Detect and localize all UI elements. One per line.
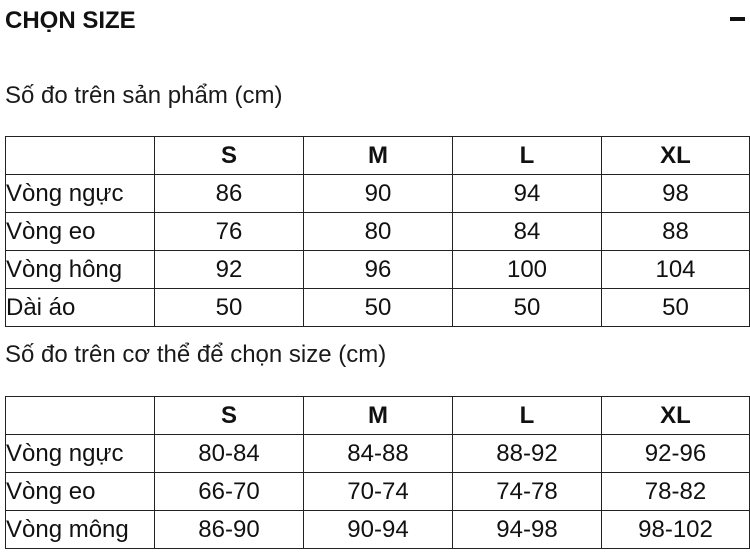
table-cell: 98-102 [602, 511, 750, 549]
table-row [6, 435, 750, 473]
table-cell: 80 [304, 213, 453, 251]
table-row [6, 251, 750, 289]
table-row [6, 511, 750, 549]
table-cell: 96 [304, 251, 453, 289]
size-header-l: L [453, 397, 602, 435]
table-cell: 84 [453, 213, 602, 251]
minus-icon[interactable] [730, 17, 745, 21]
table-cell: 100 [453, 251, 602, 289]
table-cell: 86 [155, 175, 304, 213]
header-cell-empty [6, 137, 155, 175]
table-cell: 80-84 [155, 435, 304, 473]
page-title: CHỌN SIZE [5, 7, 136, 34]
table-cell: 88-92 [453, 435, 602, 473]
product-measurements-title: Số đo trên sản phẩm (cm) [5, 82, 283, 109]
table-cell: 104 [602, 251, 750, 289]
size-header-xl: XL [602, 137, 750, 175]
table-cell: 78-82 [602, 473, 750, 511]
product-measurements-table [5, 136, 750, 327]
table-cell: 92-96 [602, 435, 750, 473]
table-row [6, 473, 750, 511]
row-label: Dài áo [6, 289, 155, 327]
size-header-m: M [304, 137, 453, 175]
size-header-s: S [155, 137, 304, 175]
table-row [6, 213, 750, 251]
table-cell: 86-90 [155, 511, 304, 549]
table-header-row [6, 137, 750, 175]
table-cell: 90 [304, 175, 453, 213]
table-row [6, 289, 750, 327]
table-cell: 70-74 [304, 473, 453, 511]
table-cell: 88 [602, 213, 750, 251]
table-cell: 50 [453, 289, 602, 327]
row-label: Vòng eo [6, 473, 155, 511]
row-label: Vòng hông [6, 251, 155, 289]
table-cell: 84-88 [304, 435, 453, 473]
table-cell: 66-70 [155, 473, 304, 511]
size-header-l: L [453, 137, 602, 175]
body-measurements-table [5, 396, 750, 549]
header-cell-empty [6, 397, 155, 435]
table-cell: 94 [453, 175, 602, 213]
table-cell: 76 [155, 213, 304, 251]
table-cell: 94-98 [453, 511, 602, 549]
row-label: Vòng eo [6, 213, 155, 251]
table-cell: 50 [304, 289, 453, 327]
table-row [6, 175, 750, 213]
table-cell: 74-78 [453, 473, 602, 511]
size-header-xl: XL [602, 397, 750, 435]
table-cell: 50 [602, 289, 750, 327]
size-guide-header [5, 4, 745, 38]
row-label: Vòng mông [6, 511, 155, 549]
table-cell: 98 [602, 175, 750, 213]
table-cell: 90-94 [304, 511, 453, 549]
table-cell: 92 [155, 251, 304, 289]
row-label: Vòng ngực [6, 175, 155, 213]
row-label: Vòng ngực [6, 435, 155, 473]
table-header-row [6, 397, 750, 435]
size-header-s: S [155, 397, 304, 435]
size-header-m: M [304, 397, 453, 435]
table-cell: 50 [155, 289, 304, 327]
body-measurements-title: Số đo trên cơ thể để chọn size (cm) [5, 341, 387, 368]
